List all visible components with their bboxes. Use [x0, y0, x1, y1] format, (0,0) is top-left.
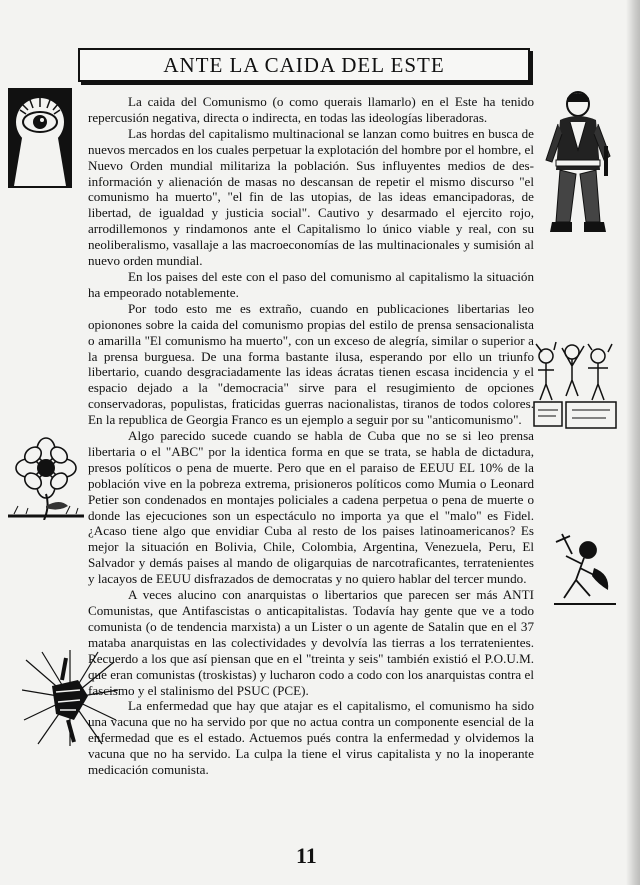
paragraph-2: Las hordas del capitalismo multinacional se lanzan como buitres en busca de nuevos mercados en los cuales perpetuar la explotación del hombre por el hombre, el Nuevo Orden mundial militariza la población. Sus influyentes medios de des-información y alienación de masas no descansan de repetir el mismo discurso "el comunismo ha muerto", "el fin de las utopias, de las ideas emancipadoras, de libertad, de igualdad y justicia social". Cautivo y desarmado el ejercito rojo, arrodillemonos y rindamonos ante el Capitalismo lo único viable y real, con su neoliberalismo, vasallaje a las macroeconomías de las multinacionales y sumisión al nuevo orden mundial. — [88, 125, 534, 269]
protest-crowd-illustration — [532, 340, 618, 432]
article-body — [88, 94, 534, 778]
worker-illustration — [552, 528, 618, 608]
paragraph-4: Por todo esto me es extraño, cuando en publicaciones libertarias leo opionones sobre la caida del comunismo propias del estilo de prensa sensacionalista o amarilla "El comunismo ha muerto", con un exceso de alegría, similar o superior a la prensa burguesa. De una forma bastante ilusa, esperando por ello un triunfo libertario, cuando desgraciadamente las ideas ácratas tienen escasa incidencia y el espacio dejado a la "democracia" sirve para el resugimiento de opciones conservadoras, populistas, fraticidas guerras nacionalistas, tiranos de todos colores. En la republica de Georgia Franco es un ejemplo a seguir por su "anticomunismo". — [88, 300, 534, 428]
page-edge-shadow — [626, 0, 640, 885]
paragraph-7: La enfermedad que hay que atajar es el capitalismo, el comunismo ha sido una vacuna que no ha servido por que no actua contra un componente esencial de la enfermedad que es el estado. Actuemos pués contra la enfermedad y olvidemos la vacuna que no ha servido. La culpa la tiene el virus capitalista y no la inoperante medicación comunista. — [88, 698, 534, 778]
paragraph-1: La caida del Comunismo (o como querais llamarlo) en el Este ha tenido repercusión negativa, directa o indirecta, en todas las ideologías liberadoras. — [88, 94, 534, 125]
paragraph-6: A veces alucino con anarquistas o libertarios que parecen ser más ANTI Comunistas, que Antifascistas o anticapitalistas. Todavía hay gente que ve a todo comunista (o de tendencia marxista) a un Lister o un agente de Satalin que en el 37 mataba anarquistas en las colectividades y devolvía las tierras a los terratenientes. Recuerdo a los que así piensan que en el "treinta y seis" también existió el P.O.U.M. que eran comunistas (troskistas) y lucharon codo a codo con los anarquistas contra el fascismo y el stalinismo del PSUC (PCE). — [88, 587, 534, 698]
page-number: 11 — [296, 843, 317, 868]
policeman-illustration — [540, 90, 616, 238]
flower-illustration — [6, 436, 86, 520]
keyhole-eye-illustration — [8, 88, 72, 188]
paragraph-3: En los paises del este con el paso del comunismo al capitalismo la situación ha empeorado notablemente. — [88, 268, 534, 300]
title-box — [78, 48, 530, 82]
page-title: ANTE LA CAIDA DEL ESTE — [163, 53, 445, 77]
paragraph-5: Algo parecido sucede cuando se habla de Cuba que no se si leo prensa libertaria o el "ABC" por la identica forma en que se trata, se habla de dictadura, presos políticos o pena de muerte. Pero que en el paraiso de EEUU EL 10% de la población vive en la pobreza extrema, prisioneros políticos como Mumia o Leonard Petier son condenados en montajes policiales a cadena perpetua o pena de muerte o donde las ejecuciones son un espectáculo no importa ya que el "malo" es Fidel. ¿Acaso tiene algo que envidiar Cuba al resto de los paises latinoamericanos? Es mejor la situación en Bolivia, Chile, Colombia, Argentina, Venezuela, Peru, El Salvador y demás paises al mando de oligarquias de narcotraficantes, terratenientes y lacayos de EEUU disfrazados de democratas y no quiero hablar del tercer mundo. — [88, 428, 534, 587]
